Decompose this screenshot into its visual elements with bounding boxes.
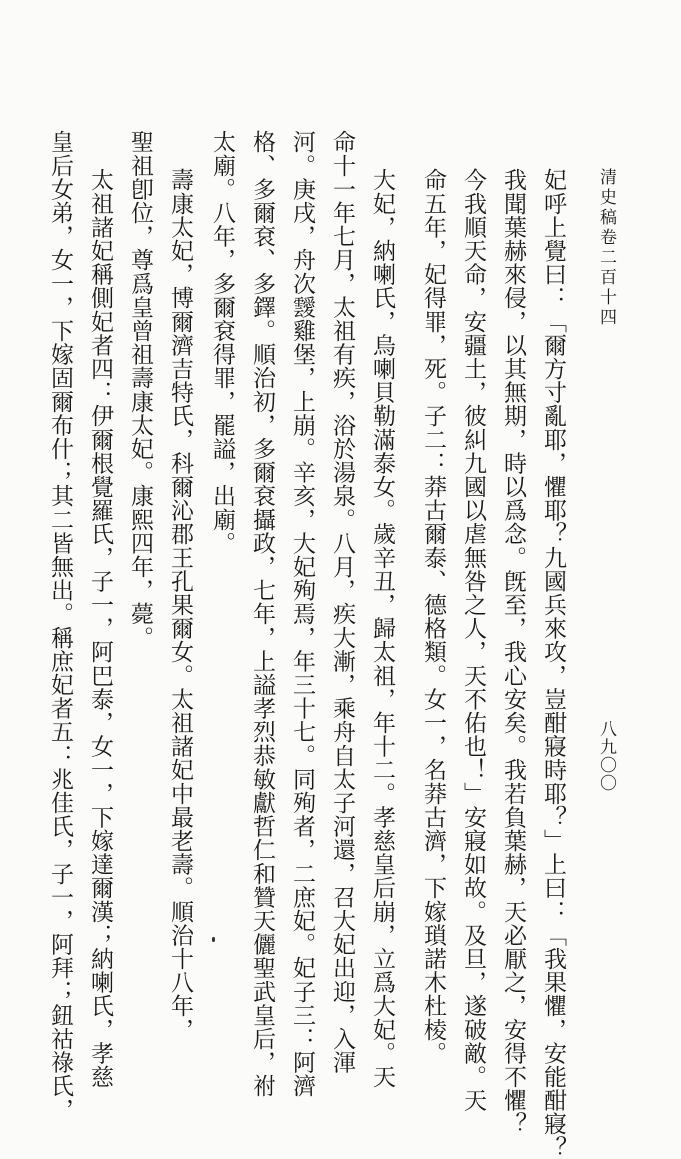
text-column-13: 皇后女弟，女一，下嫁固爾布什；其二皆無出。稱庶妃者五：兆佳氏，子一，阿拜；鈕祜祿氏， [47,130,73,1122]
page-number: 八九〇〇 [596,720,616,792]
text-column-1: 妃呼上覺曰：「爾方寸亂耶，懼耶？九國兵來攻，豈酣寢時耶？」上曰：「我果懼，安能酣寢？ [540,168,566,1159]
text-column-11: 聖祖卽位，尊爲皇曾祖壽康太妃。康熙四年，薨。 [127,130,153,650]
running-title: 清史稿卷二百十四 [596,168,616,328]
text-column-10: 壽康太妃，博爾濟吉特氏，科爾沁郡王孔果爾女。太祖諸妃中最老壽。順治十八年， [167,168,193,1042]
text-column-12: 太祖諸妃稱側妃者四：伊爾根覺羅氏，子一，阿巴泰，女一，下嫁達爾漢；納喇氏，孝慈 [87,168,113,1089]
text-column-7: 河。庚戌，舟次靉雞堡，上崩。辛亥，大妃殉焉，年三十七。同殉者，二庶妃。妃子三：阿濟 [289,130,315,1098]
ink-speck [212,937,215,942]
text-column-2: 我聞葉赫來侵，以其無期，時以爲念。旣至，我心安矣。我若負葉赫，天必厭之，安得不懼？ [500,168,526,1136]
text-column-6: 命十一年七月，太祖有疾，浴於湯泉。八月，疾大漸，乘舟自太子河還，召大妃出迎，入渾 [329,130,355,1074]
text-column-4: 命五年，妃得罪，死。子二：莽古爾泰、德格類。女一，名莽古濟，下嫁瑣諾木杜棱。 [420,168,446,1065]
text-column-9: 太廟。八年，多爾袞得罪，罷謚，出廟。 [209,130,235,555]
text-column-3: 今我順天命，安疆土，彼糾九國以虐無咎之人，天不佑也！」安寢如故。及旦，遂破敵。天 [460,168,486,1112]
text-column-8: 格、多爾袞、多鐸。順治初，多爾袞攝政，七年，上謚孝烈恭敏獻哲仁和贊天儷聖武皇后，祔 [249,130,275,1098]
text-column-5: 大妃，納喇氏，烏喇貝勒滿泰女。歲辛丑，歸太祖，年十二。孝慈皇后崩，立爲大妃。天 [369,168,395,1089]
